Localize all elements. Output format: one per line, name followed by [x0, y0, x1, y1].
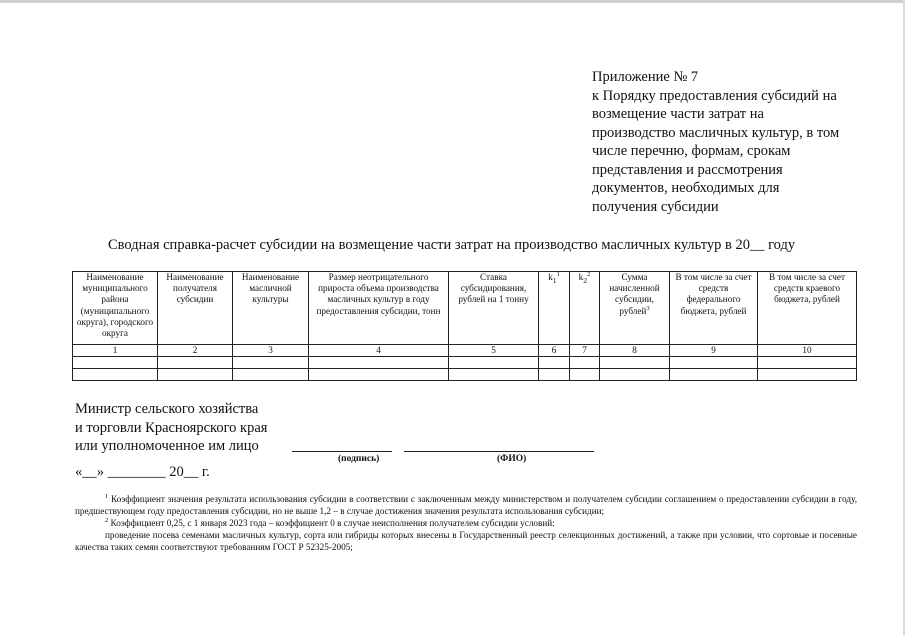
signature-caption: (подпись) — [338, 454, 380, 464]
k2-footnote-mark: 2 — [587, 270, 591, 278]
table-cell[interactable] — [539, 369, 570, 381]
footnote-1 — [75, 493, 857, 517]
footnote-2-mark: 2 — [105, 516, 109, 524]
appendix-line: документов, необходимых для — [592, 180, 780, 196]
table-cell[interactable] — [158, 357, 233, 369]
signer-line: и торговли Красноярского края — [75, 419, 268, 436]
appendix-line: получения субсидии — [592, 198, 719, 215]
k1-subscript: 1 — [552, 275, 557, 285]
table-row — [73, 357, 857, 369]
footnotes — [75, 493, 857, 553]
appendix-line: возмещение части затрат на — [592, 106, 764, 122]
column-number: 7 — [570, 345, 600, 357]
appendix-line: производство масличных культур, в том — [592, 124, 840, 141]
appendix-line: к Порядку предоставления субсидий на — [592, 87, 837, 104]
column-number-row — [73, 345, 857, 357]
column-number: 9 — [670, 345, 758, 357]
header-cell-k1 — [539, 272, 570, 345]
table-cell[interactable] — [570, 357, 600, 369]
signature-line[interactable] — [292, 451, 392, 452]
table-cell[interactable] — [309, 369, 449, 381]
appendix-line: Приложение № 7 — [592, 69, 699, 85]
date-line: «__» ________ 20__ г. — [75, 464, 210, 480]
header-cell-regional: В том числе за счет средств краевого бюджета, рублей — [758, 272, 857, 345]
name-caption: (ФИО) — [497, 454, 527, 464]
table-cell[interactable] — [73, 369, 158, 381]
column-number: 3 — [233, 345, 309, 357]
table-cell[interactable] — [158, 369, 233, 381]
amount-footnote-mark: 3 — [646, 304, 650, 312]
name-line[interactable] — [404, 451, 594, 452]
signer-block — [75, 400, 267, 456]
signer-line: или уполномоченное им лицо — [75, 438, 259, 454]
document-title: Сводная справка-расчет субсидии на возмещение части затрат на производство масличных культур в 20__ году — [108, 237, 796, 253]
column-number: 1 — [73, 345, 158, 357]
appendix-line: представления и рассмотрения — [592, 161, 783, 178]
table-cell[interactable] — [309, 357, 449, 369]
header-cell-crop: Наименование масличной культуры — [233, 272, 309, 345]
header-cell-rate: Ставка субсидирования, рублей на 1 тонну — [449, 272, 539, 345]
footnote-1-mark: 1 — [105, 492, 109, 500]
table-cell[interactable] — [233, 369, 309, 381]
amount-label: Сумма начисленной субсидии, рублей — [609, 272, 660, 316]
header-cell-growth: Размер неотрицательного прироста объема производства масличных культур в году предоставления субсидии, тонн — [309, 272, 449, 345]
table-cell[interactable] — [758, 357, 857, 369]
column-number: 2 — [158, 345, 233, 357]
column-number: 5 — [449, 345, 539, 357]
k1-footnote-mark: 1 — [556, 270, 560, 278]
table-cell[interactable] — [449, 357, 539, 369]
footnote-1-text: Коэффициент значения результата использования субсидии в соответствии с заключенным между министерством и получателем субсидии соглашением о предоставлении субсидии в году, предшествующем году предоставления субсидии, но не выше 1,2 – в случае достижения значения результата использования субсидии; — [75, 494, 857, 516]
footnote-2-continuation: проведение посева семенами масличных культур, сорта или гибриды которых внесены в Государственный реестр селекционных достижений, а также при условии, что сортовые и посевные качества таких семян соответствуют требованиям ГОСТ Р 52325-2005; — [75, 530, 857, 552]
page-top-edge — [0, 0, 905, 3]
signer-line: Министр сельского хозяйства — [75, 401, 259, 417]
table-row — [73, 369, 857, 381]
footnote-2 — [75, 517, 857, 529]
footnote-2-text: Коэффициент 0,25, с 1 января 2023 года – коэффициент 0 в случае неисполнения получателем субсидии условий: — [110, 518, 555, 528]
table-cell[interactable] — [233, 357, 309, 369]
column-number: 6 — [539, 345, 570, 357]
header-cell-amount — [600, 272, 670, 345]
table-cell[interactable] — [570, 369, 600, 381]
column-number: 10 — [758, 345, 857, 357]
table-cell[interactable] — [670, 357, 758, 369]
header-cell-district: Наименование муниципального района (муниципального округа), городского округа — [73, 272, 158, 345]
k2-subscript: 2 — [583, 275, 588, 285]
table-cell[interactable] — [539, 357, 570, 369]
table-cell[interactable] — [449, 369, 539, 381]
column-number: 4 — [309, 345, 449, 357]
subsidy-table — [72, 271, 857, 381]
table-cell[interactable] — [600, 369, 670, 381]
table-cell[interactable] — [73, 357, 158, 369]
table-cell[interactable] — [758, 369, 857, 381]
header-cell-k2 — [570, 272, 600, 345]
k1-label: k — [548, 272, 553, 282]
appendix-line: числе перечню, формам, срокам — [592, 143, 791, 159]
header-cell-federal: В том числе за счет средств федерального бюджета, рублей — [670, 272, 758, 345]
k2-label: k — [578, 272, 584, 282]
table-header-row — [73, 272, 857, 345]
header-cell-recipient: Наименование получателя субсидии — [158, 272, 233, 345]
appendix-block — [592, 68, 892, 216]
table-cell[interactable] — [670, 369, 758, 381]
table-cell[interactable] — [600, 357, 670, 369]
column-number: 8 — [600, 345, 670, 357]
